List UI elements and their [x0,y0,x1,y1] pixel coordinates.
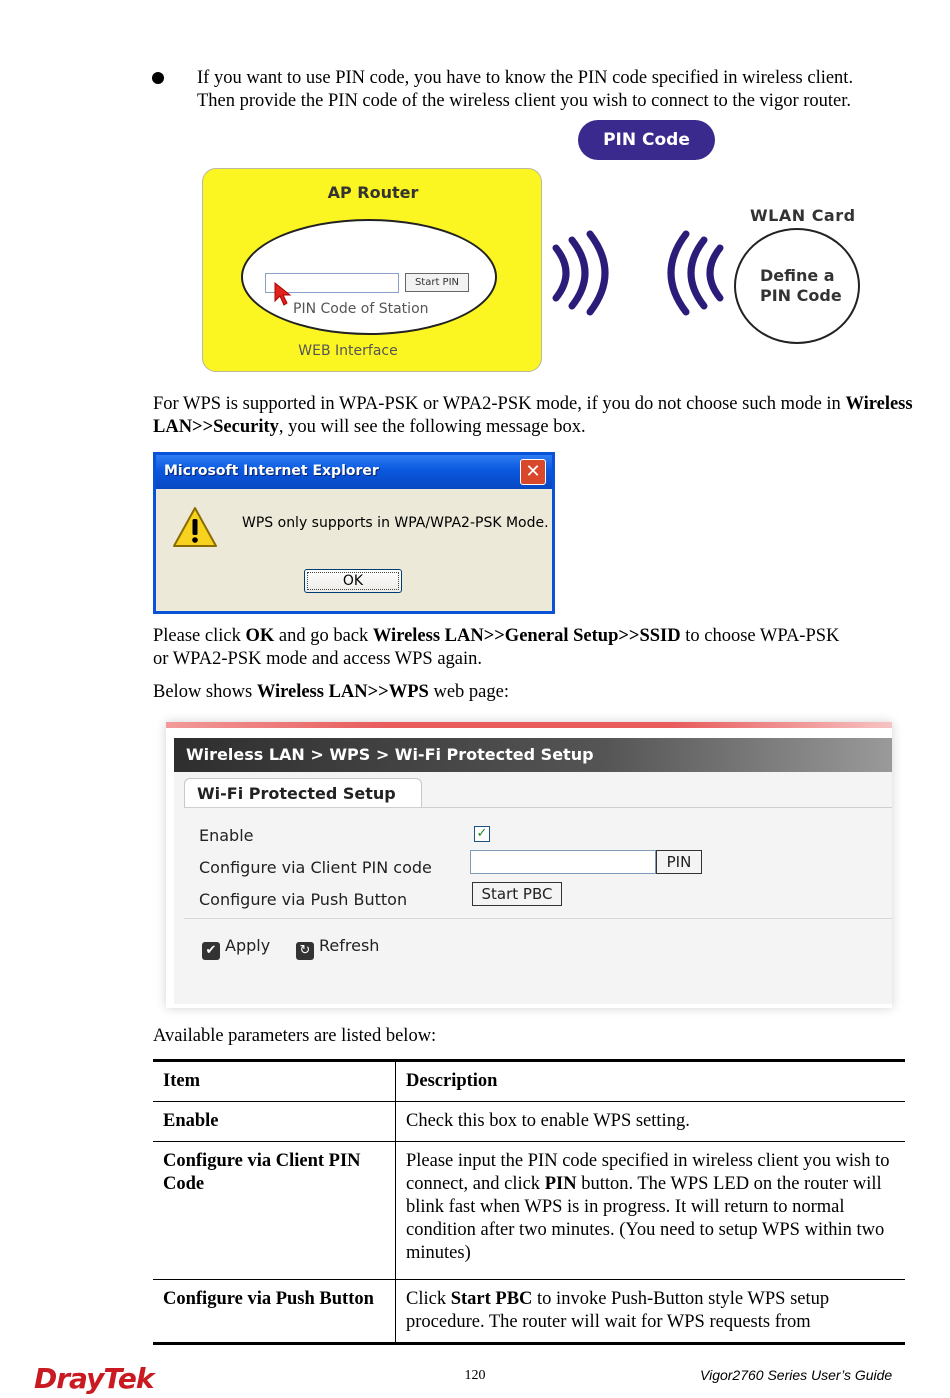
ap-web-interface-ellipse [241,219,497,335]
client-pin-label: Configure via Client PIN code [199,858,432,877]
define-pin-line-1: Define a [760,266,835,285]
wps-settings-panel [174,772,892,1004]
row-desc-bold: PIN [544,1174,577,1194]
tab-divider [184,807,892,808]
push-button-label: Configure via Push Button [199,890,408,909]
wlan-card-circle [734,228,860,344]
header-description: Description [396,1061,906,1102]
close-icon[interactable]: ✕ [520,459,546,485]
row-description: Check this box to enable WPS setting. [396,1102,906,1142]
row-description [396,1280,906,1344]
click-ok-bold-path: Wireless LAN>>General Setup>>SSID [372,626,681,646]
guide-title: Vigor2760 Series User’s Guide [700,1367,893,1383]
below-shows-text-1: Below shows [153,682,257,702]
dialog-titlebar [156,455,552,489]
page-number: 120 [464,1368,486,1383]
row-item: Configure via Push Button [153,1280,396,1344]
refresh-icon: ↻ [296,942,314,960]
params-intro: Available parameters are listed below: [153,1026,437,1046]
apply-button[interactable] [202,936,270,960]
header-item: Item [153,1061,396,1102]
wps-breadcrumb: Wireless LAN > WPS > Wi-Fi Protected Setup [186,745,594,764]
row-item: Enable [153,1102,396,1142]
signal-waves-right-icon [548,228,628,318]
warning-icon [172,505,218,549]
signal-waves-left-icon [648,228,728,318]
wps-mode-text-2: , you will see the following message box. [278,417,586,437]
wps-breadcrumb-bar [174,738,892,772]
pin-code-badge: PIN Code [578,120,715,160]
define-pin-line-2: PIN Code [760,286,842,305]
dialog-message: WPS only supports in WPA/WPA2-PSK Mode. [242,515,549,531]
bullet-line-1: If you want to use PIN code, you have to know the PIN code specified in wireless client. [197,68,854,88]
refresh-button[interactable] [296,936,379,960]
click-ok-text-2: and go back [274,626,373,646]
click-ok-text-3: to choose WPA-PSK [680,626,840,646]
click-ok-bold-ok: OK [245,626,275,646]
row-desc-text-1: Please input the PIN code specified in wireless client you wish to connect, and click [406,1151,890,1194]
draytek-logo: DrayTek [34,1362,154,1395]
table-row [153,1280,905,1344]
enable-label: Enable [199,826,254,845]
client-pin-input[interactable] [470,850,656,874]
row-desc-bold: Start PBC [450,1289,533,1309]
wlan-card-title: WLAN Card [750,206,856,225]
bullet-line-2: Then provide the PIN code of the wireless client you wish to connect to the vigor router. [197,91,852,111]
ap-router-title: AP Router [327,183,419,202]
click-ok-text-1: Please click [153,626,246,646]
row-description [396,1142,906,1280]
row-desc-text-2: button. The WPS LED on the router will blink fast when WPS is in progress. It will return to normal condition after two minutes. (You need to setup WPS within two minutes) [406,1174,885,1263]
table-row [153,1102,905,1142]
refresh-label: Refresh [319,936,380,955]
pin-button[interactable]: PIN [656,850,702,874]
below-shows-paragraph [153,681,913,704]
start-pbc-button[interactable]: Start PBC [472,882,562,906]
table-header-row [153,1061,905,1102]
parameters-table [153,1059,905,1345]
ie-message-dialog [153,452,555,614]
cursor-arrow-icon [273,281,293,307]
table-row [153,1142,905,1280]
ap-start-pin-button: Start PIN [405,273,469,292]
row-desc-text-2: to invoke Push-Button style WPS setup procedure. The router will wait for WPS requests from [406,1289,830,1332]
wps-mode-text-1: For WPS is supported in WPA-PSK or WPA2-PSK mode, if you do not choose such mode in [153,394,841,414]
below-shows-bold-path: Wireless LAN>>WPS [256,682,429,702]
apply-check-icon: ✔ [202,942,220,960]
wps-mode-paragraph [153,393,913,439]
pin-code-of-station-caption: PIN Code of Station [293,301,429,317]
click-ok-paragraph [153,625,913,671]
wps-separator [184,918,892,919]
web-interface-caption: WEB Interface [298,343,398,359]
wps-mode-bold-path: Wireless LAN>>Security [153,394,913,437]
enable-checkbox[interactable]: ✓ [474,826,490,842]
dialog-title: Microsoft Internet Explorer [164,463,379,479]
define-pin-text [760,266,842,306]
bullet-paragraph [197,67,917,113]
wps-web-page [166,722,892,1008]
row-desc-text-1: Click [406,1289,451,1309]
ok-button[interactable]: OK [304,569,402,593]
bullet-point [152,72,164,84]
row-item: Configure via Client PIN Code [153,1142,396,1280]
tab-wifi-protected-setup[interactable]: Wi-Fi Protected Setup [184,778,422,808]
wps-top-accent [166,722,892,728]
apply-label: Apply [225,936,271,955]
ap-router-box [202,168,542,372]
below-shows-text-2: web page: [428,682,509,702]
click-ok-line-2: or WPA2-PSK mode and access WPS again. [153,649,483,669]
